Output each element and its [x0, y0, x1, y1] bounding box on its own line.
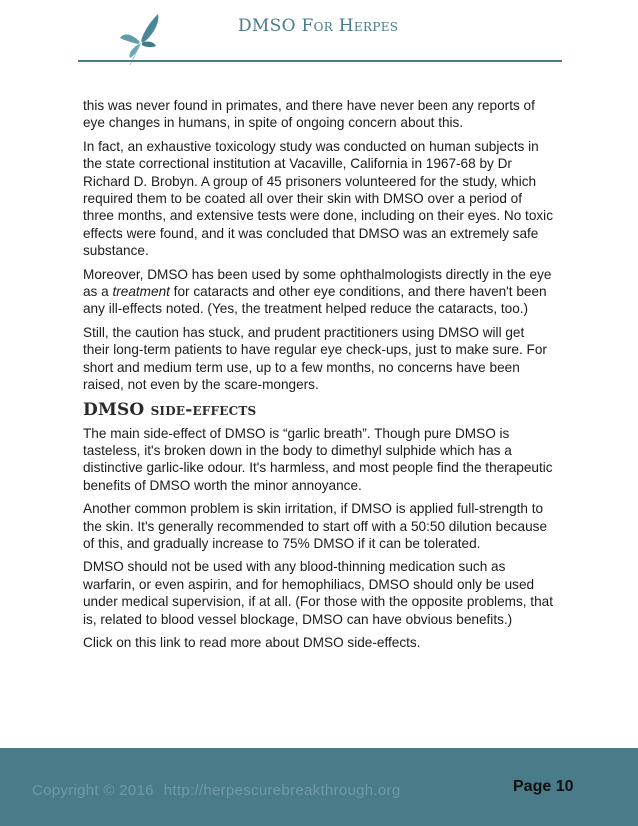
paragraph-text: Moreover, DMSO has been used by some ophthalmologists directly in the eye as a	[83, 266, 552, 300]
footer-url-link[interactable]: http://herpescurebreakthrough.org	[163, 782, 401, 799]
header-divider	[78, 60, 562, 62]
paragraph-text: for cataracts and other eye conditions, and there haven't been any ill-effects noted. (Yes, the treatment helped reduce the cataracts, too.)	[83, 284, 547, 317]
paragraph: The main side-effect of DMSO is “garlic breath”. Though pure DMSO is tasteless, it's broken down in the body to dimethyl sulphide which has a distinctive garlic-like odour. It's harmless, and most people find the therapeutic benefits of DMSO worth the minor annoyance.	[83, 425, 553, 493]
footer-text	[32, 782, 400, 799]
header-title: DMSO For Herpes	[238, 16, 399, 36]
paragraph: Still, the caution has stuck, and prudent practitioners using DMSO will get their long-term patients to have regular eye check-ups, just to make sure. For short and medium term use, up to a few months, no concerns have been raised, not even by the scare-mongers.	[83, 324, 547, 393]
page-number: Page 10	[513, 778, 574, 795]
copyright-text: Copyright © 2016	[32, 782, 154, 799]
section-heading: DMSO side-effects	[83, 399, 257, 420]
butterfly-logo-icon	[118, 10, 166, 66]
footer-bar	[0, 748, 638, 826]
paragraph: In fact, an exhaustive toxicology study was conducted on human subjects in the state correctional institution at Vacaville, California in 1967-68 by Dr Richard D. Brobyn. A group of 45 prisoners volunteered for the study, which required them to be coated all over their skin with DMSO over a period of three months, and extensive tests were done, including on their eyes. No toxic effects were found, and it was concluded that DMSO was an extremely safe substance.	[83, 138, 553, 259]
paragraph: Another common problem is skin irritation, if DMSO is applied full-strength to the skin. It's generally recommended to start off with a 50:50 dilution because of this, and gradually increase to 75% DMSO if it can be tolerated.	[83, 501, 548, 551]
page-body	[83, 97, 553, 657]
paragraph: DMSO should not be used with any blood-thinning medication such as warfarin, or even aspirin, and for hemophiliacs, DMSO should only be used under medical supervision, if at all. (For those with the opposite problems, that is, related to blood vessel blockage, DMSO can have obvious benefits.)	[83, 559, 553, 627]
paragraph: Click on this link to read more about DMSO side-effects.	[83, 634, 421, 650]
paragraph	[83, 266, 553, 318]
emphasis-text: treatment	[112, 284, 170, 300]
paragraph: this was never found in primates, and there have never been any reports of eye changes in humans, in spite of ongoing concern about this.	[83, 98, 535, 131]
